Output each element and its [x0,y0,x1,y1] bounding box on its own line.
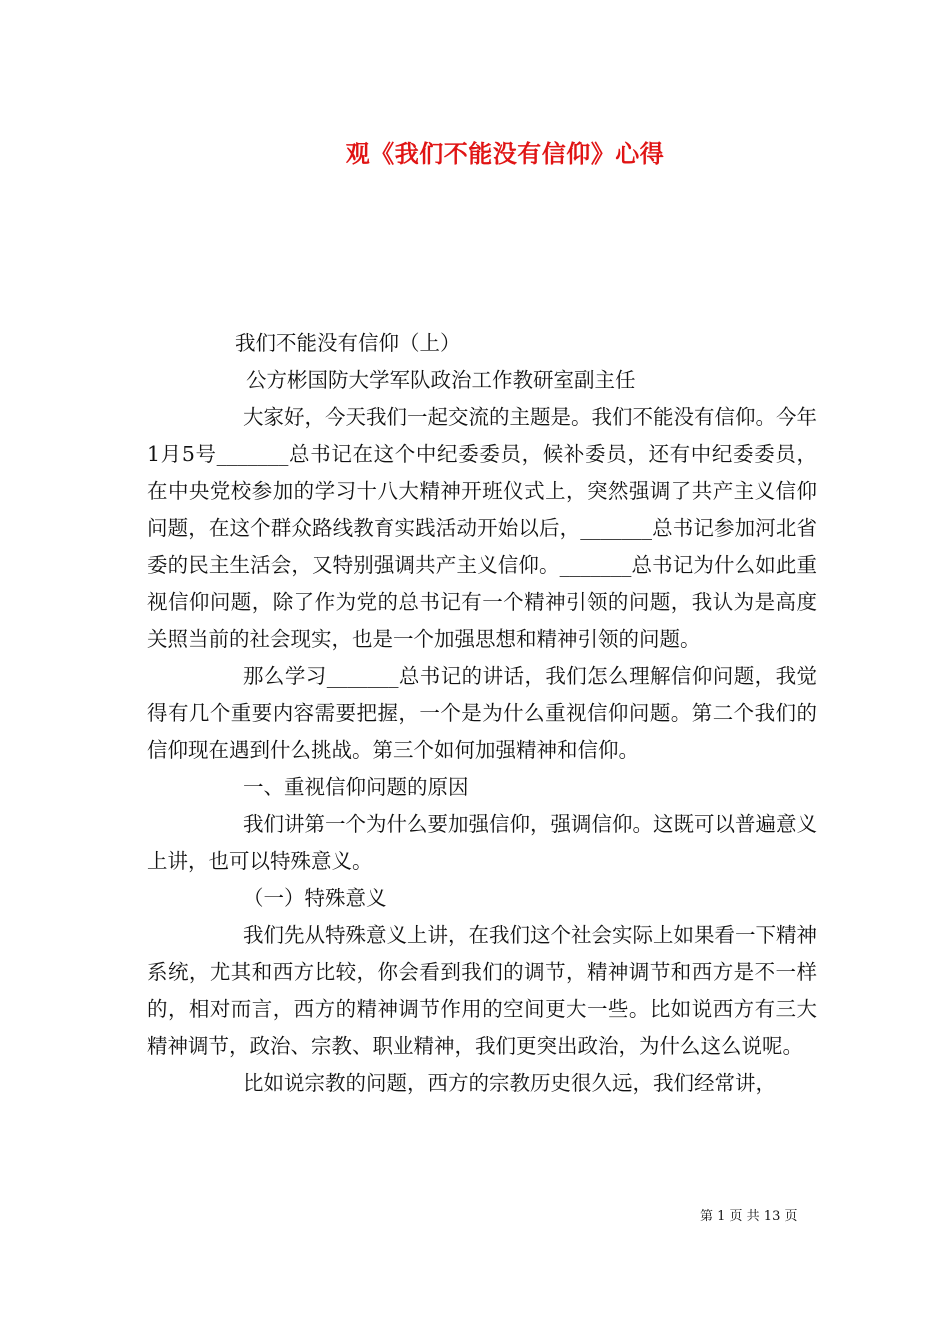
paragraph-intro: 大家好，今天我们一起交流的主题是。我们不能没有信仰。今年1月5号_______总书记在这个中纪委委员，候补委员，还有中纪委委员，在中央党校参加的学习十八大精神开班仪式上，突然强调了共产主义信仰问题，在这个群众路线教育实践活动开始以后，_______总书记参加河北省委的民主生活会，又特别强调共产主义信仰。_______总书记为什么如此重视信仰问题，除了作为党的总书记有一个精神引领的问题，我认为是高度关照当前的社会现实，也是一个加强思想和精神引领的问题。 [147,405,817,651]
page-number: 第 1 页 共 13 页 [700,1209,798,1224]
document-body [147,325,817,1102]
section-heading: 一、重视信仰问题的原因 [243,775,469,799]
subtitle: 我们不能没有信仰（上） [235,331,461,355]
author-line: 公方彬国防大学军队政治工作教研室副主任 [246,368,636,392]
document-title: 观《我们不能没有信仰》心得 [345,139,665,168]
section-paragraph: 我们讲第一个为什么要加强信仰，强调信仰。这既可以普遍意义上讲，也可以特殊意义。 [147,812,817,873]
paragraph-study: 那么学习_______总书记的讲话，我们怎么理解信仰问题，我觉得有几个重要内容需要把握，一个是为什么重视信仰问题。第二个我们的信仰现在遇到什么挑战。第三个如何加强精神和信仰。 [147,664,817,762]
subsection-paragraph: 比如说宗教的问题，西方的宗教历史很久远，我们经常讲， [243,1071,776,1095]
subsection-heading: （一）特殊意义 [243,886,387,910]
subsection-paragraph: 我们先从特殊意义上讲，在我们这个社会实际上如果看一下精神系统，尤其和西方比较，你会看到我们的调节，精神调节和西方是不一样的，相对而言，西方的精神调节作用的空间更大一些。比如说西方有三大精神调节，政治、宗教、职业精神，我们更突出政治，为什么这么说呢。 [147,923,817,1058]
